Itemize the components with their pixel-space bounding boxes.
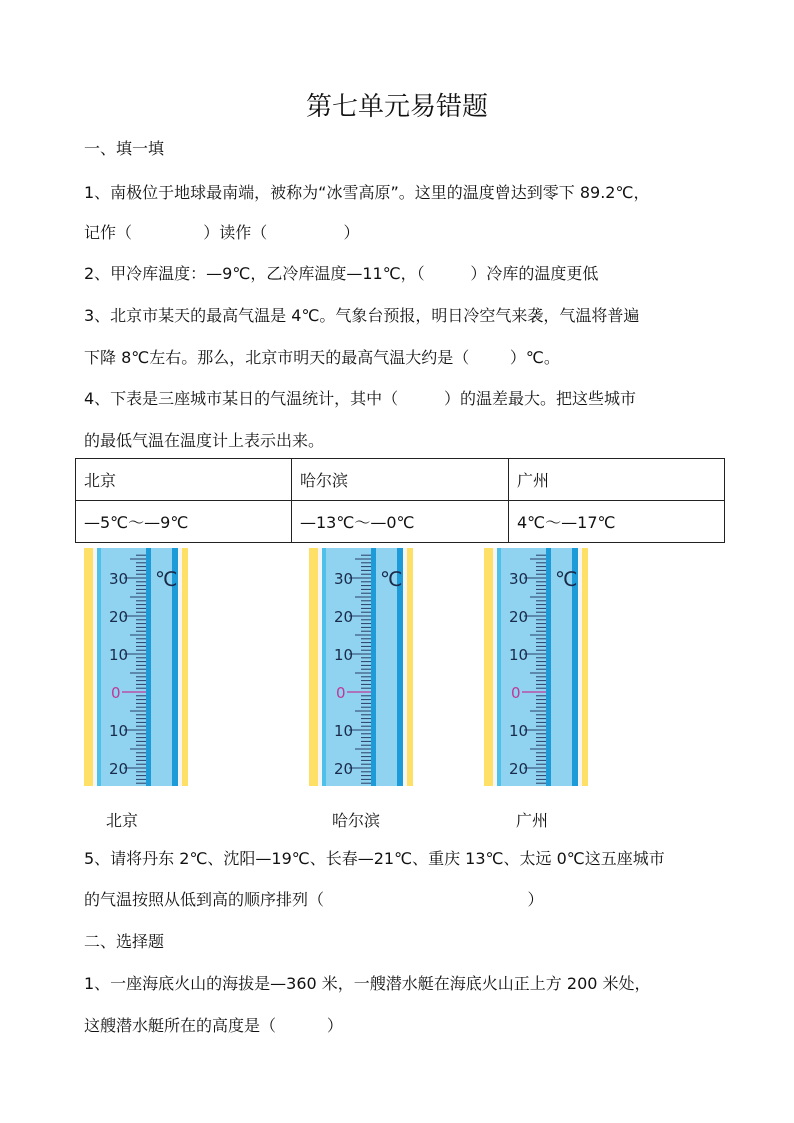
thermometer-tube — [146, 548, 151, 786]
question-3-line-1: 3、北京市某天的最高气温是 4℃。气象台预报，明日冷空气来袭，气温将普遍 — [84, 306, 640, 325]
thermometer-frame-strip — [493, 548, 497, 786]
table-row — [76, 459, 725, 501]
section-heading-choice: 二、选择题 — [84, 932, 165, 951]
thermometer-tick-label: 10 — [509, 722, 529, 740]
thermometer-edge-left — [497, 548, 501, 786]
thermometer-unit-label: ℃ — [380, 567, 403, 591]
choice-question-1-line-2: 这艘潜水艇所在的高度是（ ） — [84, 1016, 343, 1035]
thermometer-unit-label: ℃ — [555, 567, 578, 591]
thermometer-tube — [546, 548, 551, 786]
thermometer-tick-label: 10 — [334, 722, 354, 740]
thermometer-tick-label: 30 — [334, 570, 354, 588]
thermometer-tick-label: 30 — [109, 570, 129, 588]
question-4-line-1: 4、下表是三座城市某日的气温统计，其中（ ）的温差最大。把这些城市 — [84, 389, 636, 408]
thermometer-frame-left — [84, 548, 93, 786]
question-1-line-2: 记作（ ）读作（ ） — [84, 223, 360, 242]
thermometer-frame-strip — [318, 548, 322, 786]
question-2: 2、甲冷库温度：—9℃，乙冷库温度—11℃，（ ）冷库的温度更低 — [84, 264, 599, 283]
thermometer-frame-right — [407, 548, 413, 786]
table-cell-city: 北京 — [76, 459, 292, 501]
thermometer-beijing[interactable] — [84, 548, 188, 786]
thermometer-frame-right — [182, 548, 188, 786]
thermometer-tick-label: 20 — [334, 760, 354, 778]
thermometer-frame-strip-right — [178, 548, 182, 786]
thermometer-tube — [371, 548, 376, 786]
thermometer-tick-label: 0 — [511, 684, 521, 702]
thermometer-tick-label: 10 — [109, 722, 129, 740]
table-row — [76, 501, 725, 543]
thermometer-frame-strip-right — [578, 548, 582, 786]
thermometer-frame-right — [582, 548, 588, 786]
thermometer-tick-label: 0 — [336, 684, 346, 702]
temperature-table — [75, 458, 725, 543]
thermometer-edge-left — [322, 548, 326, 786]
thermometer-frame-left — [484, 548, 493, 786]
table-cell-city: 哈尔滨 — [292, 459, 509, 501]
thermometer-tick-label: 30 — [509, 570, 529, 588]
thermometer-tick-label: 20 — [509, 760, 529, 778]
thermometer-edge-left — [97, 548, 101, 786]
table-cell-range: —13℃～—0℃ — [292, 501, 509, 543]
thermometer-frame-strip — [93, 548, 97, 786]
thermometer-tick-label: 20 — [509, 608, 529, 626]
thermometer-tick-label: 0 — [111, 684, 121, 702]
thermometer-label-beijing: 北京 — [106, 811, 139, 830]
question-5-line-1: 5、请将丹东 2℃、沈阳—19℃、长春—21℃、重庆 13℃、太远 0℃这五座城市 — [84, 849, 665, 868]
table-cell-range: 4℃～—17℃ — [509, 501, 725, 543]
thermometer-frame-left — [309, 548, 318, 786]
thermometer-harbin[interactable] — [309, 548, 413, 786]
thermometer-tick-label: 10 — [509, 646, 529, 664]
thermometer-tick-label: 20 — [109, 760, 129, 778]
thermometer-guangzhou[interactable] — [484, 548, 588, 786]
thermometer-label-guangzhou: 广州 — [516, 811, 549, 830]
thermometer-tick-label: 10 — [109, 646, 129, 664]
table-cell-range: —5℃～—9℃ — [76, 501, 292, 543]
question-1-line-1: 1、南极位于地球最南端，被称为“冰雪高原”。这里的温度曾达到零下 89.2℃， — [84, 183, 650, 202]
question-5-line-2: 的气温按照从低到高的顺序排列（ ） — [84, 890, 544, 909]
thermometer-tick-label: 20 — [334, 608, 354, 626]
thermometer-frame-strip-right — [403, 548, 407, 786]
question-4-line-2: 的最低气温在温度计上表示出来。 — [84, 431, 325, 450]
thermometer-unit-label: ℃ — [155, 567, 178, 591]
table-cell-city: 广州 — [509, 459, 725, 501]
thermometer-tick-label: 20 — [109, 608, 129, 626]
thermometer-tick-label: 10 — [334, 646, 354, 664]
thermometer-label-harbin: 哈尔滨 — [332, 811, 381, 830]
choice-question-1-line-1: 1、一座海底火山的海拔是—360 米，一艘潜水艇在海底火山正上方 200 米处， — [84, 974, 651, 993]
page-title: 第七单元易错题 — [305, 92, 488, 122]
question-3-line-2: 下降 8℃左右。那么，北京市明天的最高气温大约是（ ）℃。 — [84, 348, 560, 367]
section-heading-fill: 一、填一填 — [84, 139, 165, 158]
